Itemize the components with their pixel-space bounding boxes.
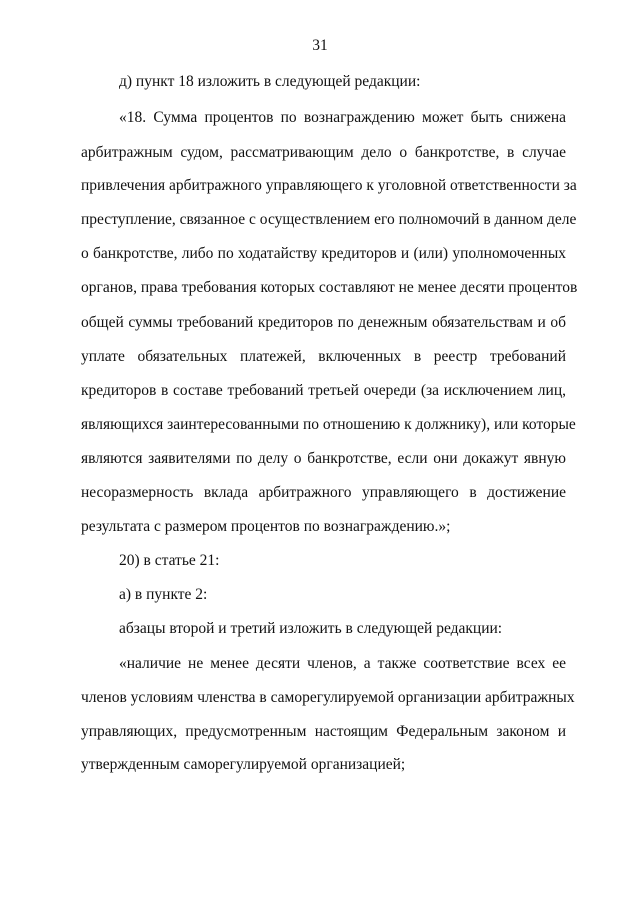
text-line: кредиторов в составе требований третьей очереди (за исключением лиц, xyxy=(81,382,566,399)
text-line: преступление, связанное с осуществлением его полномочий в данном деле xyxy=(81,211,577,228)
page-number: 31 xyxy=(312,37,328,54)
text-line: абзацы второй и третий изложить в следующей редакции: xyxy=(119,620,503,637)
text-line: являющихся заинтересованными по отношению к должнику), или которые xyxy=(81,416,576,433)
text-line: д) пункт 18 изложить в следующей редакции: xyxy=(119,73,421,90)
text-line: арбитражным судом, рассматривающим дело о банкротстве, в случае xyxy=(81,144,566,161)
text-line: а) в пункте 2: xyxy=(119,586,208,603)
text-line: являются заявителями по делу о банкротстве, если они докажут явную xyxy=(81,450,566,467)
text-line: членов условиям членства в саморегулируемой организации арбитражных xyxy=(81,689,575,706)
text-line: управляющих, предусмотренным настоящим Федеральным законом и xyxy=(81,723,566,740)
text-line: «наличие не менее десяти членов, а также соответствие всех ее xyxy=(119,655,566,672)
text-line: общей суммы требований кредиторов по денежным обязательствам и об xyxy=(81,314,566,331)
text-line: результата с размером процентов по вознаграждению.»; xyxy=(81,518,451,535)
text-line: уплате обязательных платежей, включенных в реестр требований xyxy=(81,348,566,365)
text-line: утвержденным саморегулируемой организацией; xyxy=(81,756,406,773)
text-line: несоразмерность вклада арбитражного управляющего в достижение xyxy=(81,484,566,501)
text-line: о банкротстве, либо по ходатайству кредиторов и (или) уполномоченных xyxy=(81,245,566,262)
text-line: органов, права требования которых составляют не менее десяти процентов xyxy=(81,279,578,296)
text-line: 20) в статье 21: xyxy=(119,552,220,569)
text-line: привлечения арбитражного управляющего к уголовной ответственности за xyxy=(81,177,577,194)
text-line: «18. Сумма процентов по вознаграждению может быть снижена xyxy=(119,109,566,126)
